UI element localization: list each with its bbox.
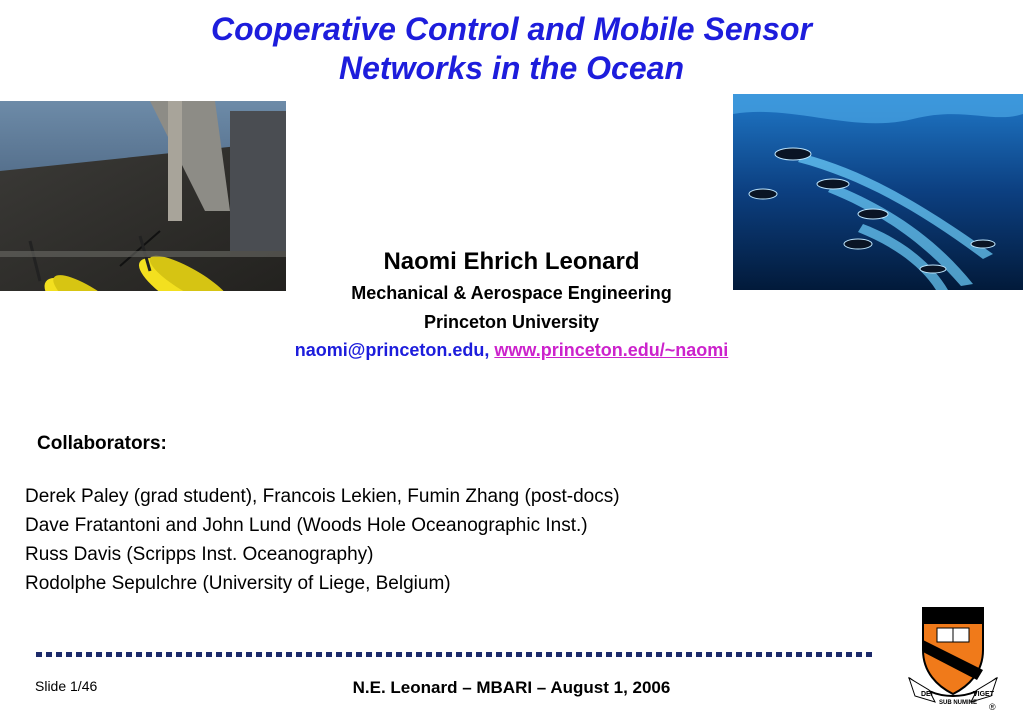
author-contact-line: [0, 340, 1023, 361]
collaborator-item: Derek Paley (grad student), Francois Lekien, Fumin Zhang (post-docs): [25, 486, 620, 507]
collaborator-item: Dave Fratantoni and John Lund (Woods Hole Oceanographic Inst.): [25, 515, 588, 536]
collaborators-list: [25, 482, 620, 598]
collaborator-item: Russ Davis (Scripps Inst. Oceanography): [25, 544, 374, 565]
seal-motto-center: SUB NUMINE: [939, 700, 978, 706]
author-department: Mechanical & Aerospace Engineering: [351, 283, 672, 303]
author-email: naomi@princeton.edu: [294, 340, 485, 360]
seal-motto-right: VIGET: [973, 691, 995, 698]
shield-icon: [905, 600, 1001, 712]
seal-motto-left: DEI: [921, 691, 933, 698]
collaborators-heading: Collaborators:: [37, 433, 167, 454]
collaborator-item: Rodolphe Sepulchre (University of Liege, Belgium): [25, 573, 451, 594]
author-name: Naomi Ehrich Leonard: [383, 248, 640, 275]
seal-registered-mark: ®: [989, 702, 996, 712]
slide-title-line-1: Cooperative Control and Mobile Sensor: [211, 11, 812, 47]
slide-number: Slide 1/46: [35, 678, 98, 694]
slide-title: [0, 10, 1023, 88]
contact-separator: ,: [484, 340, 490, 360]
princeton-shield-logo: [905, 600, 1001, 712]
slide-title-line-2: Networks in the Ocean: [339, 50, 684, 86]
author-website-link[interactable]: www.princeton.edu/~naomi: [494, 340, 729, 360]
footer-divider: [36, 652, 874, 657]
footer-text: N.E. Leonard – MBARI – August 1, 2006: [352, 678, 671, 697]
author-university: Princeton University: [423, 312, 600, 332]
